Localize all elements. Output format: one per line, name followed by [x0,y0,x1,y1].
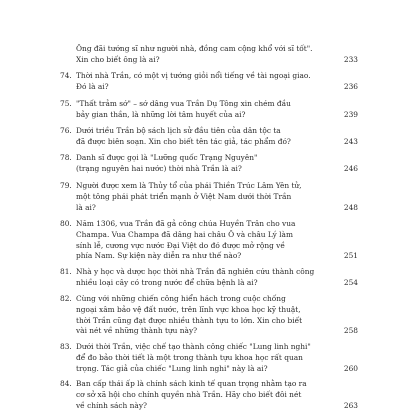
toc-entry [60,379,358,411]
page-number: 239 [343,109,358,119]
toc-entry [60,44,358,66]
entry-line: là ai? 248 [76,202,358,212]
entry-line: Năm 1306, vua Trần đã gả công chúa Huyền Trân cho vua [76,219,296,228]
page-number: 254 [343,277,358,287]
page-number: 243 [343,136,358,146]
toc-entry [60,267,358,289]
entry-line: trọng. Tác giả của chiếc "Lung linh nghi" này là ai? 260 [76,363,358,373]
question-number: 79. [60,181,72,190]
entry-line: nhiều loại cây có trong nước để chữa bệnh là ai? 254 [76,277,358,287]
entry-line: Xin cho biết ông là ai? 233 [76,54,358,64]
toc-entry [60,342,358,374]
page-number: 263 [343,400,358,410]
entry-line: phía Nam. Sự kiện này diễn ra như thế nào? 251 [76,251,358,261]
entry-line: bảy gian thần, là những lời tâm huyết của ai? 239 [76,109,358,119]
question-number: 84. [60,379,72,388]
entry-line: đã được biên soạn. Xin cho biết tên tác giả, tác phẩm đó? 243 [76,136,358,146]
entry-line: sính lễ, cương vực nước Đại Việt do đó được mở rộng về [76,240,285,250]
entry-line: Champa. Vua Champa đã dâng hai châu Ô và châu Lý làm [76,229,293,239]
question-number: 83. [60,342,72,351]
question-number: 78. [60,153,72,162]
toc-entry [60,71,358,93]
entry-line: Cùng với những chiến công hiển hách trong cuộc chống [76,294,286,303]
entry-line: Thời nhà Trần, có một vị tướng giỏi nổi tiếng về tài ngoại giao. [76,71,311,80]
toc-entry [60,153,358,175]
question-number: 74. [60,71,72,80]
toc-entry [60,181,358,213]
entry-line: vài nét về những thành tựu này? 258 [76,326,358,336]
entry-line: Dưới triều Trần bộ sách lịch sử đầu tiên của dân tộc ta [76,126,281,135]
entry-line: Ông đãi tướng sĩ như người nhà, đồng cam cộng khổ với sĩ tốt". [76,44,313,53]
toc-entry [60,294,358,337]
question-number: 75. [60,99,72,108]
entry-line: Danh sĩ được gọi là "Lưỡng quốc Trạng Nguyên" [76,153,258,162]
page-number: 236 [343,81,358,91]
toc-entry [60,219,358,262]
toc-entry [60,99,358,121]
page-number: 248 [343,202,358,212]
entry-line: Dưới thời Trần, việc chế tạo thành công chiếc "Lung linh nghi" [76,342,311,351]
entry-line: Người được xem là Thủy tổ của phái Thiền Trúc Lâm Yên tử, [76,181,302,190]
page-number: 258 [343,326,358,336]
entry-line: "Thất trảm sớ" – sớ dâng vua Trần Dụ Tông xin chém đầu [76,99,291,108]
entry-line: để đo bảo thời tiết là một trong thành tựu khoa học rất quan [76,352,303,362]
toc-entry [60,126,358,148]
question-number: 82. [60,294,72,303]
page-number: 233 [343,54,358,64]
entry-line: ngoại xâm bảo vệ đất nước, trên lĩnh vực khoa học kỹ thuật, [76,304,301,314]
page-number: 251 [343,251,358,261]
entry-line: một tông phái phát triển mạnh ở Việt Nam dưới thời Trần [76,191,292,201]
entry-line: (trạng nguyên hai nước) thời nhà Trần là ai? 246 [76,163,358,173]
question-number: 81. [60,267,72,276]
page-number: 260 [343,363,358,373]
page-number: 246 [343,163,358,173]
entry-line: Đó là ai? 236 [76,81,358,91]
entry-line: về chính sách này? 263 [76,400,358,410]
question-number: 76. [60,126,72,135]
entry-line: Nhà y học và dược học thời nhà Trần đã nghiên cứu thành công [76,267,315,276]
entry-line: cơ sở xã hội cho chính quyền nhà Trần. Hãy cho biết đôi nét [76,389,302,399]
entry-line: Ban cấp thái ấp là chính sách kinh tế quan trọng nhằm tạo ra [76,379,307,388]
question-number: 80. [60,219,72,228]
entry-line: thời Trần cũng đạt được nhiều thành tựu to lớn. Xin cho biết [76,315,303,325]
